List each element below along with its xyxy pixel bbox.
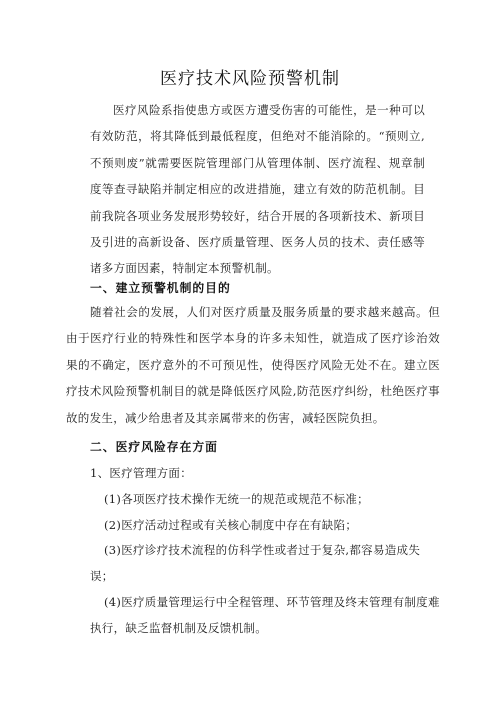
list-item-2: (2)医疗活动过程或有关核心制度中存在有缺陷； xyxy=(104,518,358,532)
list-item-4: (4)医疗质量管理运行中全程管理、环节管理及终末管理有制度难执行，缺乏监督机制及反馈机制。 xyxy=(90,595,440,636)
intro-paragraph: 医疗风险系指使患方或医方遭受伤害的可能性，是一种可以有效防范，将其降低到最低程度，但绝对不能消除的。“预则立,不预则废”就需要医院管理部门从管理体制、医疗流程、规章制度等查寻缺陷并制定相应的改进措施，建立有效的防范机制。目前我院各项业务发展形势较好，结合开展的各项新技术、新项目及引进的高新设备、医疗质量管理、医务人员的技术、责任感等诸多方面因素，特制定本预警机制。 xyxy=(90,103,425,276)
list-item-1: (1)各项医疗技术操作无统一的规范或规范不标准； xyxy=(104,492,369,506)
section-2-heading: 二、医疗风险存在方面 xyxy=(90,440,218,454)
list-item-3: (3)医疗诊疗技术流程的仿科学性或者过于复杂,都容易造成失误； xyxy=(90,543,421,584)
section-2-subheading: 1、医疗管理方面： xyxy=(90,466,193,480)
section-1-paragraph: 随着社会的发展，人们对医疗质量及服务质量的要求越来越高。但由于医疗行业的特殊性和医学本身的许多未知性，就造成了医疗诊治效果的不确定，医疗意外的不可预见性，使得医疗风险无处不在。建立医疗技术风险预警机制目的就是降低医疗风险,防范医疗纠纷，杜绝医疗事故的发生，减少给患者及其亲属带来的伤害，减轻医院负担。 xyxy=(66,305,440,425)
document-title: 医疗技术风险预警机制 xyxy=(160,69,340,89)
section-1-heading: 一、建立预警机制的目的 xyxy=(90,281,231,295)
